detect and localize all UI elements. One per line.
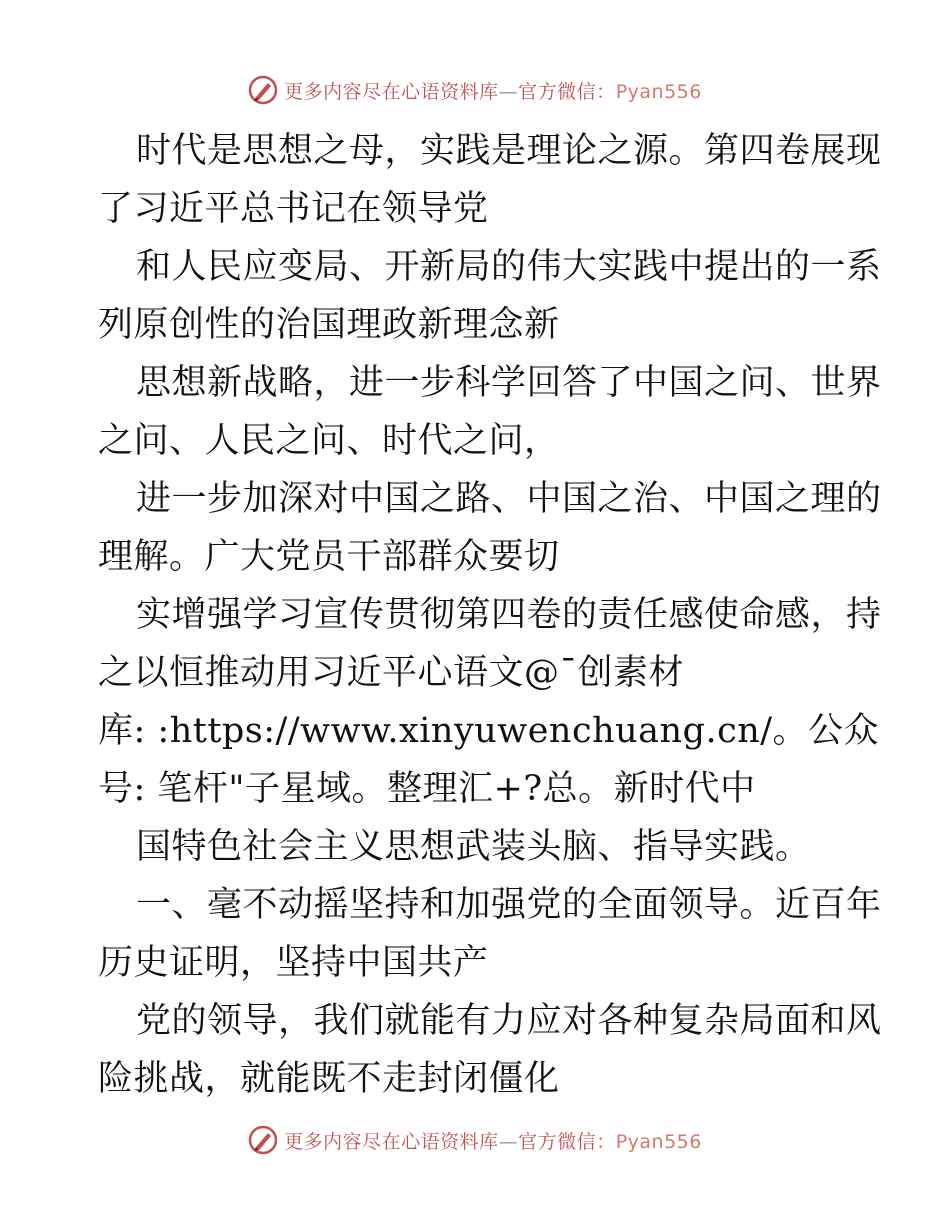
header-wechat-label: 官方微信： <box>518 80 616 103</box>
body-line: 和人民应变局、开新局的伟大实践中提出的一系 <box>136 247 882 287</box>
footer-banner <box>0 1120 950 1160</box>
body-line: 号: 笔杆"子星域。整理汇+?总。新时代中 <box>98 769 756 809</box>
body-line: 一、毫不动摇坚持和加强党的全面领导。近百年 <box>136 885 882 925</box>
body-line: 进一步加深对中国之路、中国之治、中国之理的 <box>136 479 882 519</box>
body-line: 险挑战，就能既不走封闭僵化 <box>98 1059 560 1099</box>
document-body <box>98 122 882 1108</box>
header-separator: — <box>498 80 519 103</box>
body-line: 思想新战略，进一步科学回答了中国之问、世界 <box>136 363 882 403</box>
body-line: 之以恒推动用习近平心语文@¯创素材 <box>98 653 685 693</box>
footer-wechat-handle: Pyan556 <box>615 1130 702 1153</box>
body-line: 时代是思想之母，实践是理论之源。第四卷展现 <box>136 131 882 171</box>
footer-brand-text: 更多内容尽在心语资料库 <box>284 1130 499 1153</box>
body-line: 之问、人民之问、时代之问， <box>98 421 560 461</box>
body-line: 库: :https://www.xinyuwenchuang.cn/。公众 <box>98 711 880 751</box>
header-banner-text <box>284 77 702 104</box>
header-banner <box>0 70 950 110</box>
footer-separator: — <box>498 1130 519 1153</box>
body-line: 实增强学习宣传贯彻第四卷的责任感使命感，持 <box>136 595 882 635</box>
footer-banner-text <box>284 1127 702 1154</box>
body-line: 国特色社会主义思想武装头脑、指导实践。 <box>136 827 811 867</box>
body-line: 历史证明，坚持中国共产 <box>98 943 489 983</box>
pen-logo-icon <box>248 75 278 105</box>
body-line: 了习近平总书记在领导党 <box>98 189 489 229</box>
body-line: 理解。广大党员干部群众要切 <box>98 537 560 577</box>
body-line: 党的领导，我们就能有力应对各种复杂局面和风 <box>136 1001 882 1041</box>
footer-wechat-label: 官方微信： <box>518 1130 616 1153</box>
pen-logo-icon <box>248 1125 278 1155</box>
header-wechat-handle: Pyan556 <box>615 80 702 103</box>
header-brand-text: 更多内容尽在心语资料库 <box>284 80 499 103</box>
body-line: 列原创性的治国理政新理念新 <box>98 305 560 345</box>
